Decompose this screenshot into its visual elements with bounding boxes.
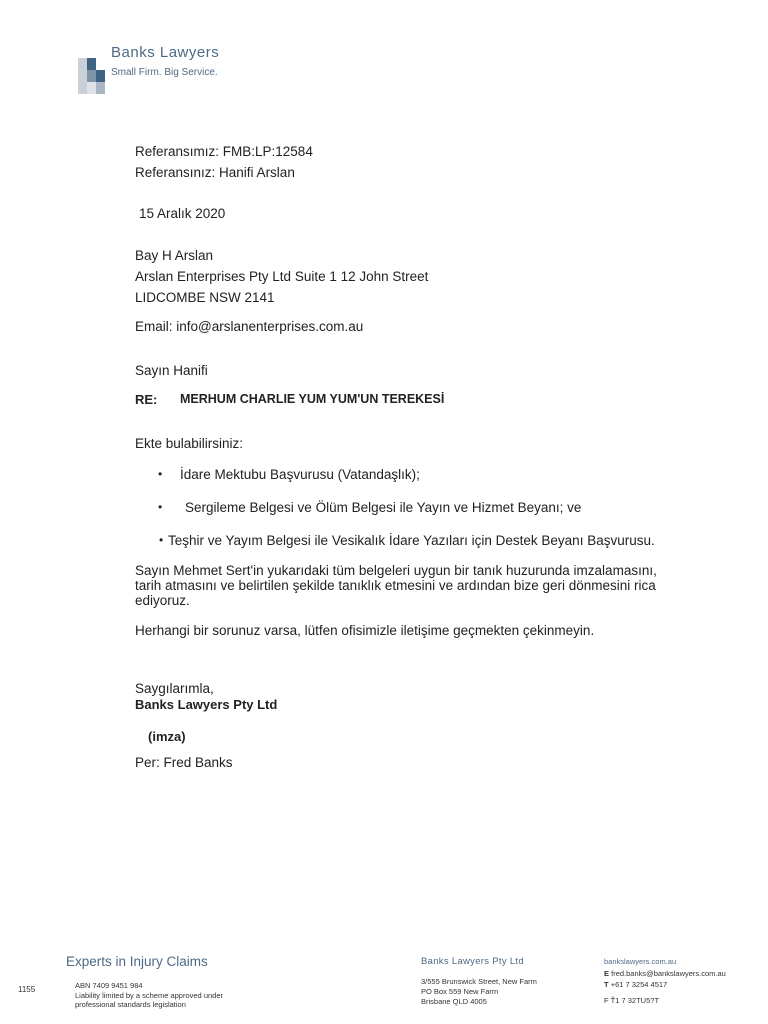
logo-mark-square <box>87 70 96 82</box>
bullet-marker: • <box>158 467 163 481</box>
logo-mark-square <box>78 58 87 94</box>
paragraph-line: ediyoruz. <box>135 593 190 608</box>
letter-date: 15 Aralık 2020 <box>139 206 226 221</box>
paragraph-line: Sayın Mehmet Sert'in yukarıdaki tüm belgeleri uygun bir tanık huzurunda imzalamasını, <box>135 563 657 578</box>
abn-line: ABN 7409 9451 984 <box>75 981 143 990</box>
recipient-address-line: LIDCOMBE NSW 2141 <box>135 290 275 305</box>
logo-name: Banks Lawyers <box>111 44 220 61</box>
footer-tagline: Experts in Injury Claims <box>66 954 208 969</box>
paragraph-line: tarih atmasını ve belirtilen şekilde tanıklık etmesini ve ardından bize geri dönmesini rica <box>135 578 656 593</box>
enclosure-intro: Ekte bulabilirsiniz: <box>135 436 244 451</box>
bullet-marker: • <box>159 533 164 547</box>
bullet-marker: • <box>158 500 163 514</box>
footer-firm-name: Banks Lawyers Pty Ltd <box>421 956 524 967</box>
footer-fax: F Ť1 7 32TU5?T <box>604 996 660 1005</box>
salutation: Sayın Hanifi <box>135 363 208 378</box>
footer-email-link[interactable]: fred.banks@bankslawyers.com.au <box>611 969 726 978</box>
re-label: RE: <box>135 392 158 407</box>
footer-phone-row <box>604 980 667 989</box>
recipient-name: Bay H Arslan <box>135 248 214 263</box>
re-subject: MERHUM CHARLIE YUM YUM'UN TEREKESİ <box>180 392 445 406</box>
signatory: Per: Fred Banks <box>135 755 233 770</box>
page-code: 1155 <box>18 985 36 994</box>
logo-mark-square <box>87 58 96 70</box>
our-reference: Referansımız: FMB:LP:12584 <box>135 144 313 159</box>
phone-label: T <box>604 980 609 989</box>
recipient-address-line: Arslan Enterprises Pty Ltd Suite 1 12 John Street <box>135 269 429 284</box>
footer-phone: +61 7 3254 4517 <box>610 980 668 989</box>
footer-email-row <box>604 969 726 978</box>
footer-address-line: Brisbane QLD 4005 <box>421 997 487 1006</box>
logo-tagline: Small Firm. Big Service. <box>111 67 218 78</box>
email-label: E <box>604 969 610 978</box>
logo-mark-square <box>96 70 105 82</box>
footer-website-link[interactable]: bankslawyers.com.au <box>604 957 677 966</box>
enclosure-item: Sergileme Belgesi ve Ölüm Belgesi ile Yayın ve Hizmet Beyanı; ve <box>185 500 582 515</box>
enclosure-item: Teşhir ve Yayım Belgesi ile Vesikalık İdare Yazıları için Destek Beyanı Başvurusu. <box>168 533 655 548</box>
footer-address-line: 3/555 Brunswick Street, New Farm <box>421 977 537 986</box>
abn-line: Liability limited by a scheme approved under <box>75 991 223 1000</box>
firm-signature: Banks Lawyers Pty Ltd <box>135 697 278 712</box>
logo-mark-square <box>96 82 105 94</box>
paragraph-contact: Herhangi bir sorunuz varsa, lütfen ofisimizle iletişime geçmekten çekinmeyin. <box>135 623 595 638</box>
recipient-email: Email: info@arslanenterprises.com.au <box>135 319 364 334</box>
footer-address-line: PO Box 559 New Farm <box>421 987 499 996</box>
your-reference: Referansınız: Hanifi Arslan <box>135 165 295 180</box>
signature: (imza) <box>148 729 186 744</box>
logo-mark-square <box>87 82 96 94</box>
abn-line: professional standards legislation <box>75 1000 186 1009</box>
closing: Saygılarımla, <box>135 681 214 696</box>
enclosure-item: İdare Mektubu Başvurusu (Vatandaşlık); <box>180 467 420 482</box>
